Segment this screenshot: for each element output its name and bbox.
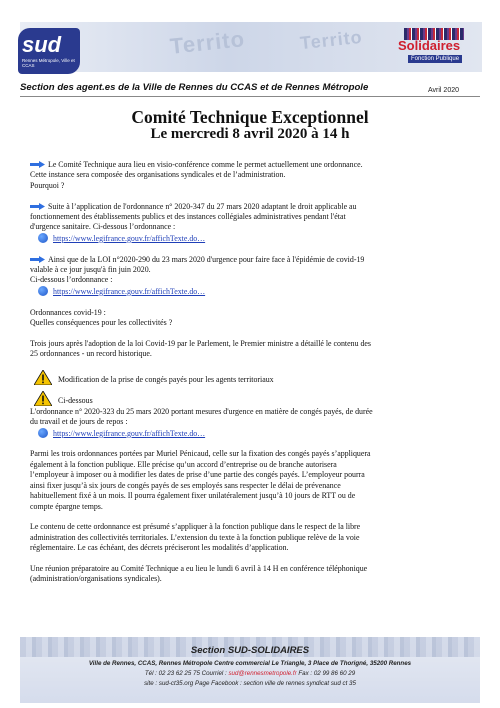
solidaires-logo-name: Solidaires [398,38,461,53]
arrow-right-icon [30,203,45,210]
globe-dot-icon [38,286,48,296]
header-divider [20,96,480,97]
paragraph-text: valable à ce jour jusqu'à fin juin 2020. [30,265,151,275]
paragraph-text: Ordonnances covid-19 : [30,307,106,317]
paragraph-text: Le Comité Technique aura lieu en visio-conférence comme le permet actuellement une ordonnance. [48,160,363,169]
paragraph-text: 25 ordonnances - un record historique. [30,349,152,359]
paragraph-text: ainsi fixer jusqu’à six jours de congés payés de ses employés sans respecter le délai de prévenance [30,480,341,490]
globe-dot-icon [38,233,48,243]
banner-word: Territo [168,26,247,59]
sud-logo-sub: Rennes Métropole, Ville et CCAS [22,58,75,68]
paragraph-text: d'urgence sanitaire. Ci-dessous l’ordonnance : [30,222,176,232]
footer-address: Ville de Rennes, CCAS, Rennes Métropole Centre commercial Le Triangle, 3 Place de Thorigné, 35200 Rennes [88,660,412,667]
footer-site: site : sud-ct35.org Page Facebook : section ville de rennes syndicat sud ct 35 [144,680,356,687]
globe-dot-icon [38,428,48,438]
paragraph [30,370,462,385]
footer-title: Section SUD-SOLIDAIRES [190,645,310,656]
footer-phone: Tél : 02 23 62 25 75 Courriel : [144,670,229,677]
paragraph-text: fonctionnement des établissements publics et des instances collégiales administratives pendant l'état [30,212,346,222]
paragraph-text: Ci-dessous [58,396,93,406]
banner-word: Territo [299,26,364,54]
solidaires-logo-sub: Fonction Publique [408,55,462,63]
warning-triangle-icon [34,391,52,406]
legifrance-link[interactable]: https://www.legifrance.gouv.fr/affichTexte.do… [53,233,206,243]
footer-contact [20,670,480,677]
paragraph [30,160,462,191]
footer-fax: Fax : 02 99 86 60 29 [296,670,356,677]
paragraph-text: du travail et de jours de repos : [30,417,128,427]
paragraph-text: Le contenu de cette ordonnance est présumé s’appliquer à la fonction publique dans le respect de la libre [30,522,361,532]
paragraph [30,449,462,511]
paragraph-text: Ainsi que de la LOI n°2020-290 du 23 mars 2020 d'urgence pour faire face à l'épidémie de covid-19 [48,254,365,264]
paragraph-text: L'ordonnance n° 2020-323 du 25 mars 2020 portant mesures d'urgence en matière de congés payés, de durée [30,406,373,416]
paragraph [30,564,462,585]
section-title: Section des agent.es de la Ville de Rennes du CCAS et de Rennes Métropole [20,82,369,93]
page-subtitle: Le mercredi 8 avril 2020 à 14 h [150,126,350,142]
paragraph-text: Parmi les trois ordonnances portées par Muriel Pénicaud, celle sur la fixation des congés payés s’appliquera [30,449,371,459]
paragraph-text: (administration/organisations syndicales). [30,574,162,584]
paragraph-text: Trois jours après l'adoption de la loi Covid-19 par le Parlement, le Premier ministre a détaillé le contenu des [30,338,372,348]
document-body [30,160,462,595]
paragraph [30,255,462,298]
paragraph-text: Une réunion préparatoire au Comité Technique a eu lieu le lundi 6 avril à 14 H en conférence téléphonique [30,563,368,573]
paragraph-text: Modification de la prise de congés payés pour les agents territoriaux [58,375,274,385]
paragraph-text: administration des collectivités territoriales. L’extension du texte à la fonction publique relève de la voie [30,532,360,542]
arrow-right-icon [30,161,45,168]
paragraph-text: réglementaire. Le cas échéant, des décrets préciseront les modalités d’application. [30,543,289,553]
footer [20,637,480,703]
paragraph-text: Ci-dessous l’ordonnance : [30,275,113,285]
paragraph [30,391,462,439]
paragraph-text: également à la fonction publique. Elle précise qu’un accord d’entreprise ou de branche autorisera [30,459,337,469]
solidaires-logo [398,28,474,68]
warning-triangle-icon [34,370,52,385]
legifrance-link[interactable]: https://www.legifrance.gouv.fr/affichTexte.do… [53,286,206,296]
arrow-right-icon [30,256,45,263]
paragraph [30,202,462,245]
paragraph [30,522,462,553]
legifrance-link[interactable]: https://www.legifrance.gouv.fr/affichTexte.do… [53,428,206,438]
paragraph-text: compte épargne temps. [30,501,103,511]
footer-email-link[interactable]: sud@rennesmetropole.fr [228,670,297,677]
paragraph-text: l’employeur à imposer ou à modifier les dates de prise d’une partie des congés payés. L’employeur pourra [30,470,365,480]
paragraph [30,339,462,360]
paragraph-text: Quelles conséquences pour les collectivités ? [30,318,173,328]
sud-logo [18,28,80,74]
document-date: Avril 2020 [428,87,460,94]
page-title: Comité Technique Exceptionnel [131,107,369,127]
paragraph-text: Suite à l’application de l'ordonnance n° 2020-347 du 27 mars 2020 adaptant le droit applicable au [48,201,357,211]
paragraph-text: Pourquoi ? [30,180,65,190]
paragraph-text: Cette instance sera composée des organisations syndicales et de l’administration. [30,170,286,180]
paragraph-text: habituellement fixé à un mois. Il pourra également fixer unilatéralement jusqu’à 10 jours de RTT ou de [30,491,356,501]
sud-logo-name: sud [22,32,62,57]
paragraph [30,308,462,329]
